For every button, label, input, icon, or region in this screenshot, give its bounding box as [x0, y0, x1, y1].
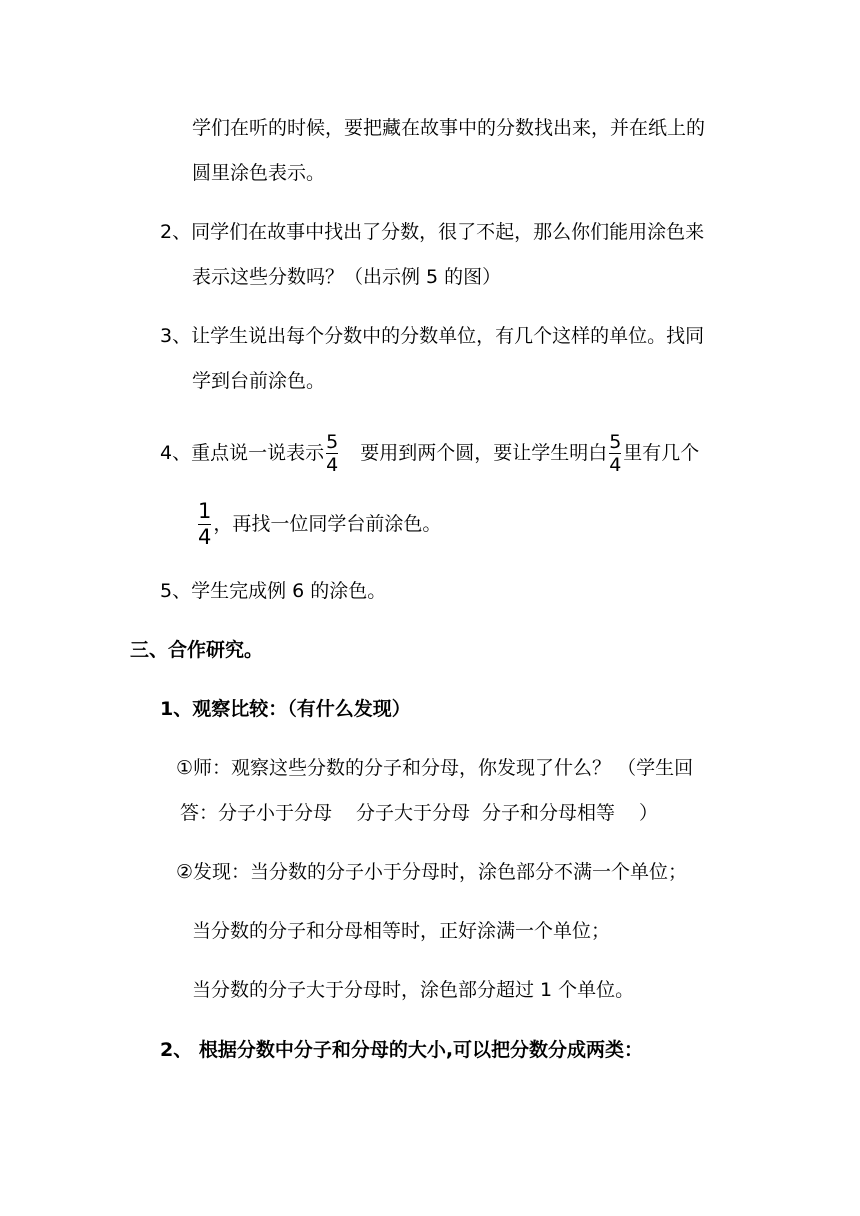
fraction-five-fourths	[326, 432, 338, 475]
finding-2: 当分数的分子和分母相等时，正好涂满一个单位；	[192, 920, 611, 942]
finding-1: ②发现：当分数的分子小于分母时，涂色部分不满一个单位；	[176, 861, 688, 883]
answer-equal: 分子和分母相等	[482, 802, 616, 824]
fraction-numerator: 1	[198, 499, 212, 523]
teacher-question: ①师：观察这些分数的分子和分母，你发现了什么？ （学生回	[176, 757, 694, 779]
item-4-text-a: 4、重点说一说表示	[160, 442, 325, 464]
item-4-text-c: 里有几个	[623, 442, 700, 464]
fraction-denominator: 4	[609, 454, 622, 476]
item-5: 5、学生完成例 6 的涂色。	[160, 580, 387, 602]
answer-close-paren: ）	[639, 802, 659, 824]
text-line-1: 学们在听的时候，要把藏在故事中的分数找出来，并在纸上的	[192, 117, 706, 139]
fraction-numerator: 5	[326, 431, 339, 453]
student-answers	[180, 801, 658, 825]
item-4	[160, 429, 699, 477]
item-4-cont-text: ，再找一位同学台前涂色。	[213, 513, 442, 535]
subsection-1: 1、观察比较：（有什么发现）	[160, 698, 411, 720]
finding-3: 当分数的分子大于分母时，涂色部分超过 1 个单位。	[192, 979, 635, 1001]
answer-less: 答：分子小于分母	[180, 802, 333, 824]
fraction-denominator: 4	[198, 525, 212, 549]
item-3-cont: 学到台前涂色。	[192, 370, 326, 392]
fraction-five-fourths-2	[609, 432, 621, 475]
item-2-cont: 表示这些分数吗？（出示例 5 的图）	[192, 266, 502, 288]
item-2: 2、同学们在故事中找出了分数，很了不起，那么你们能用涂色来	[160, 221, 705, 243]
item-4-text-b: 要用到两个圆，要让学生明白	[360, 442, 608, 464]
fraction-one-fourth	[198, 500, 211, 549]
fraction-denominator: 4	[326, 454, 339, 476]
item-3: 3、让学生说出每个分数中的分数单位，有几个这样的单位。找同	[160, 325, 705, 347]
fraction-numerator: 5	[609, 431, 622, 453]
section-heading-3: 三、合作研究。	[130, 639, 264, 661]
text-line-2: 圆里涂色表示。	[192, 162, 326, 184]
answer-greater: 分子大于分母	[356, 802, 471, 824]
item-4-cont	[196, 498, 441, 550]
subsection-2: 2、 根据分数中分子和分母的大小,可以把分数分成两类：	[160, 1039, 644, 1061]
